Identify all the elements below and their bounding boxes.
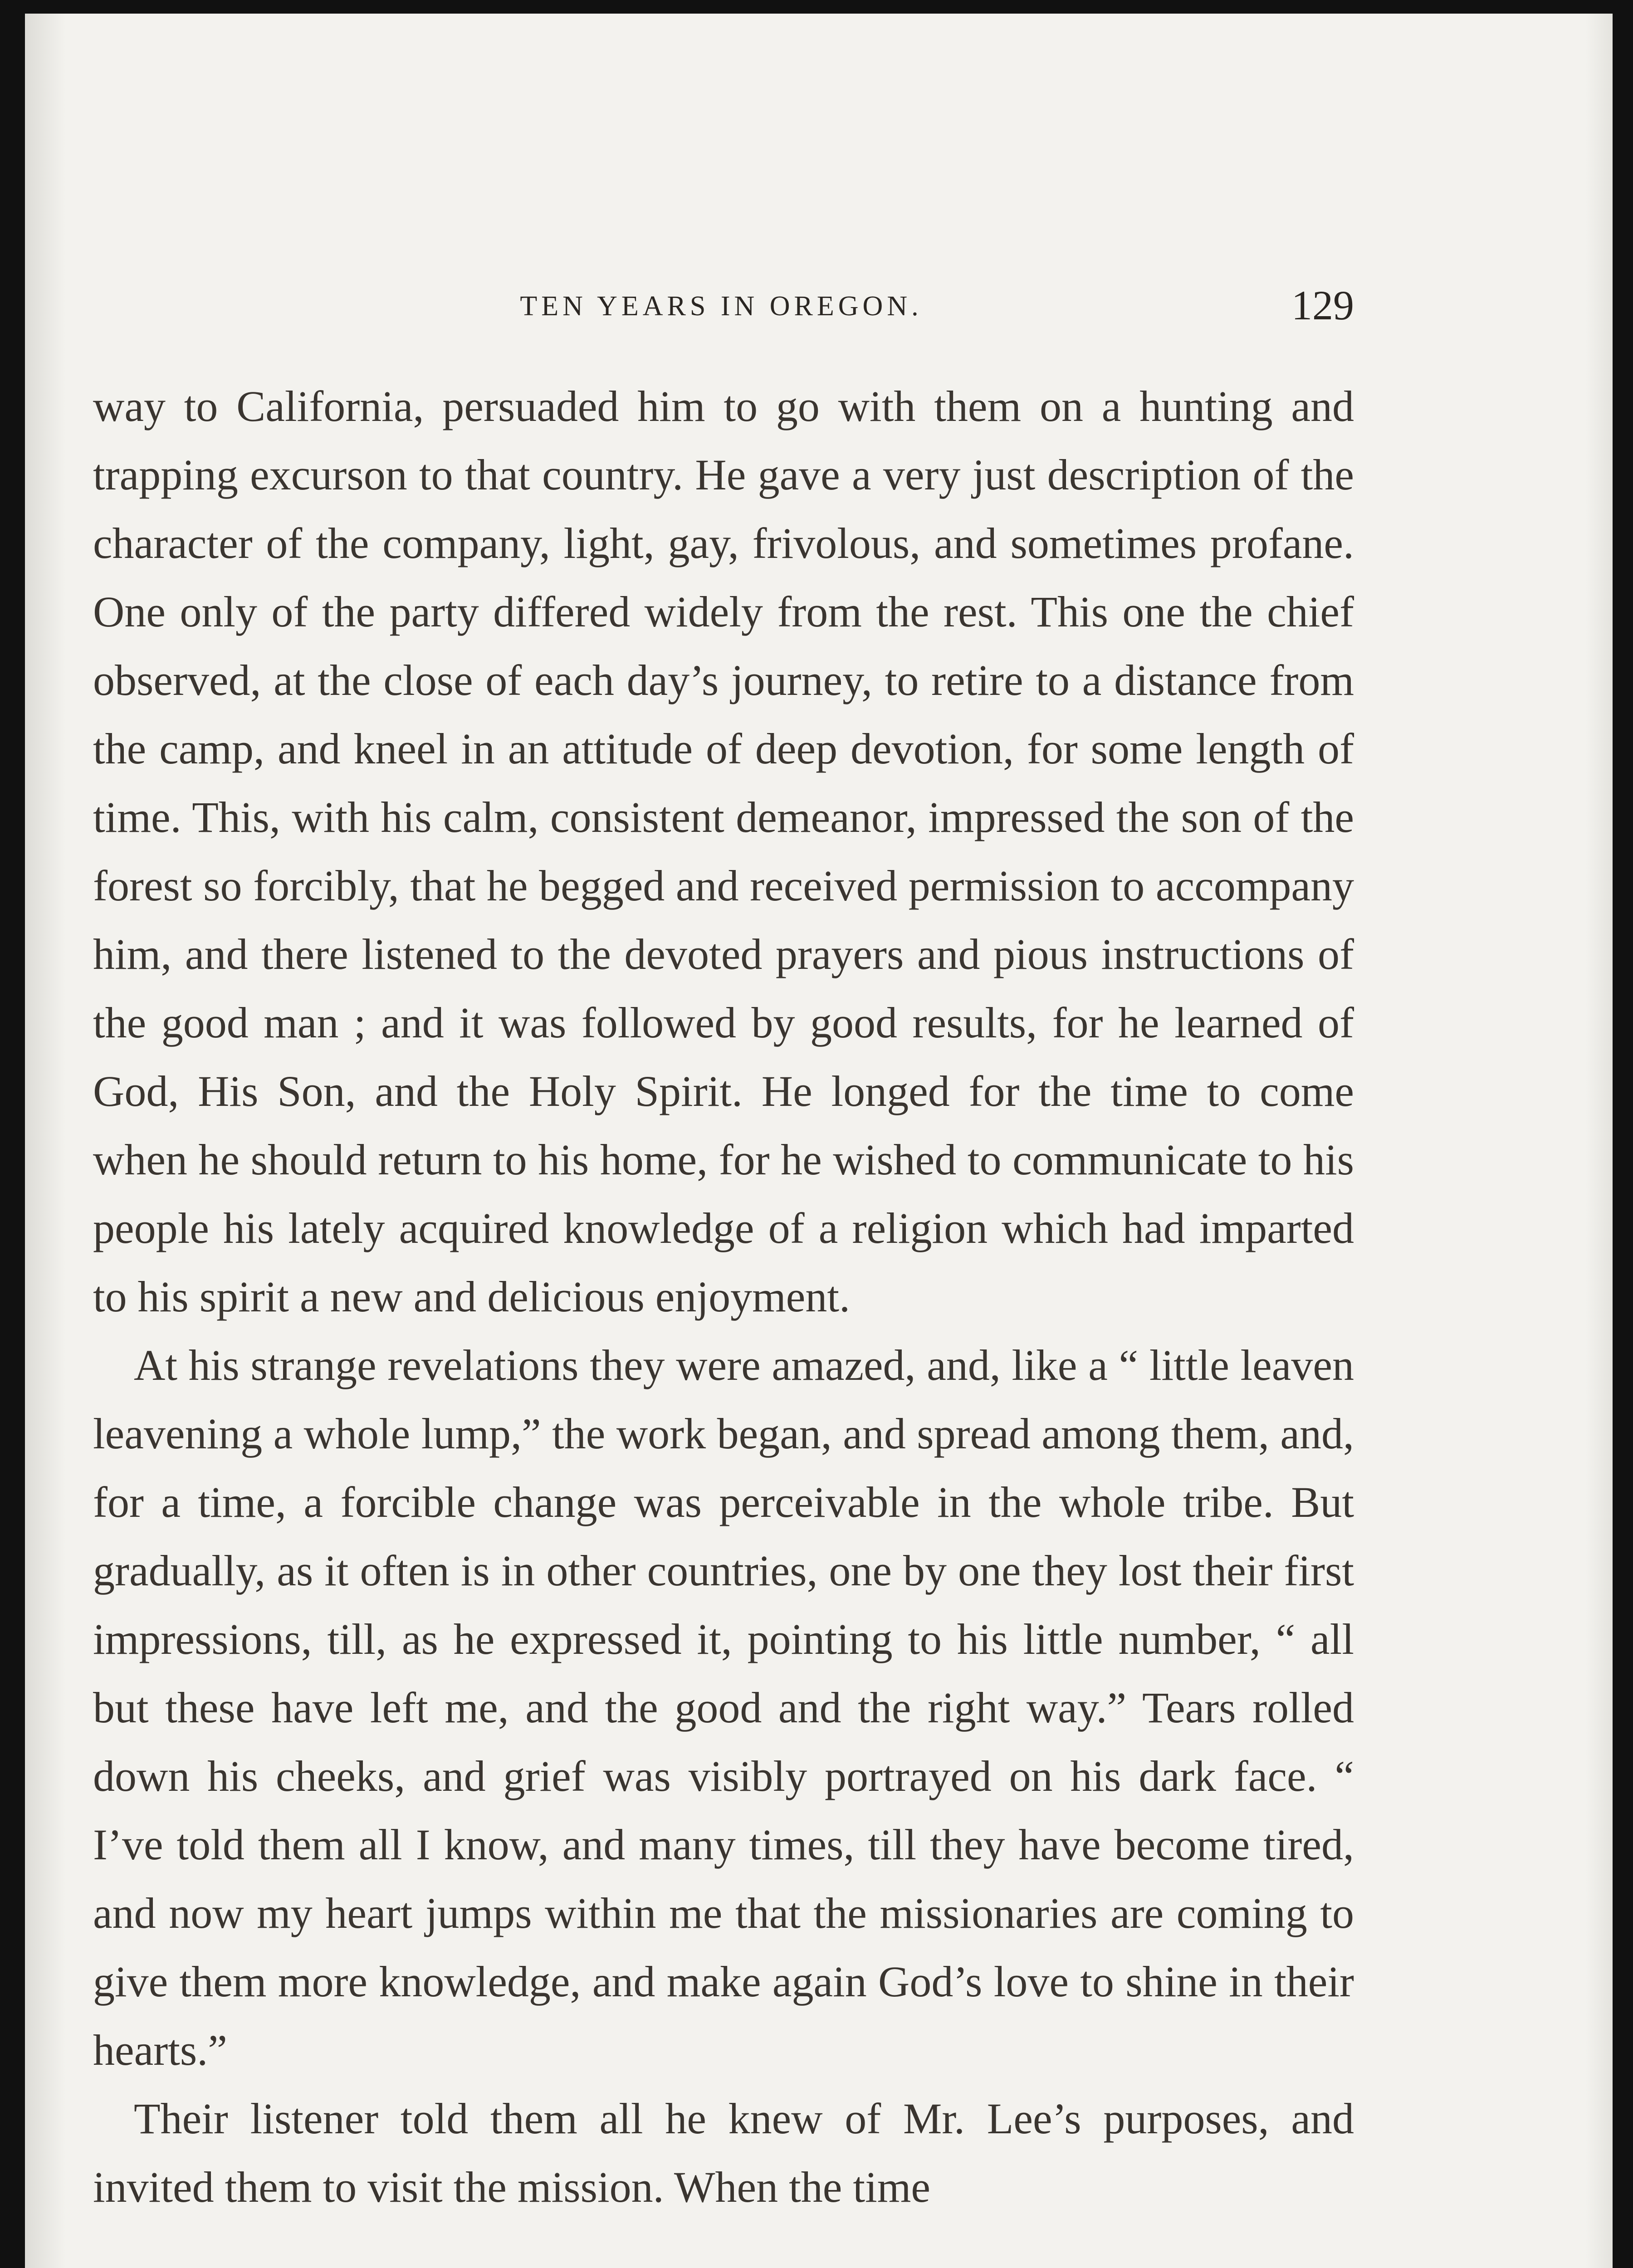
page-header <box>88 281 1354 336</box>
edge-shadow <box>1585 14 1613 2268</box>
paragraph-3: Their listener told them all he knew of Mr. Lee’s purposes, and invited them to visit the mission. When the time <box>93 2094 1354 2211</box>
book-page <box>25 14 1613 2268</box>
running-title: TEN YEARS IN OREGON. <box>520 291 923 322</box>
body-text <box>93 372 1354 2221</box>
page-number: 129 <box>1291 282 1354 328</box>
gutter-shadow <box>25 14 66 2268</box>
paragraph-2: At his strange revelations they were amazed, and, like a “ little leaven leavening a whole lump,” the work began, and spread among them, and, for a time, a forcible change was perceivable in the whole tribe. But gradually, as it often is in other countries, one by one they lost their first impressions, till, as he expressed it, pointing to his little number, “ all but these have left me, and the good and the right way.” Tears rolled down his cheeks, and grief was visibly portrayed on his dark face. “ I’ve told them all I know, and many times, till they have become tired, and now my heart jumps within me that the missionaries are coming to give them more knowledge, and make again God’s love to shine in their hearts.” <box>93 1341 1354 2074</box>
paragraph-1: way to California, persuaded him to go with them on a hunting and trapping excurson to that country. He gave a very just description of the character of the company, light, gay, frivolous, and sometimes profane. One only of the party differed widely from the rest. This one the chief observed, at the close of each day’s journey, to retire to a distance from the camp, and kneel in an attitude of deep devotion, for some length of time. This, with his calm, consistent demeanor, impressed the son of the forest so forcibly, that he begged and received permission to accompany him, and there listened to the devoted prayers and pious instructions of the good man ; and it was followed by good results, for he learned of God, His Son, and the Holy Spirit. He longed for the time to come when he should return to his home, for he wished to communicate to his people his lately acquired knowledge of a religion which had imparted to his spirit a new and delicious enjoyment. <box>93 382 1354 1321</box>
